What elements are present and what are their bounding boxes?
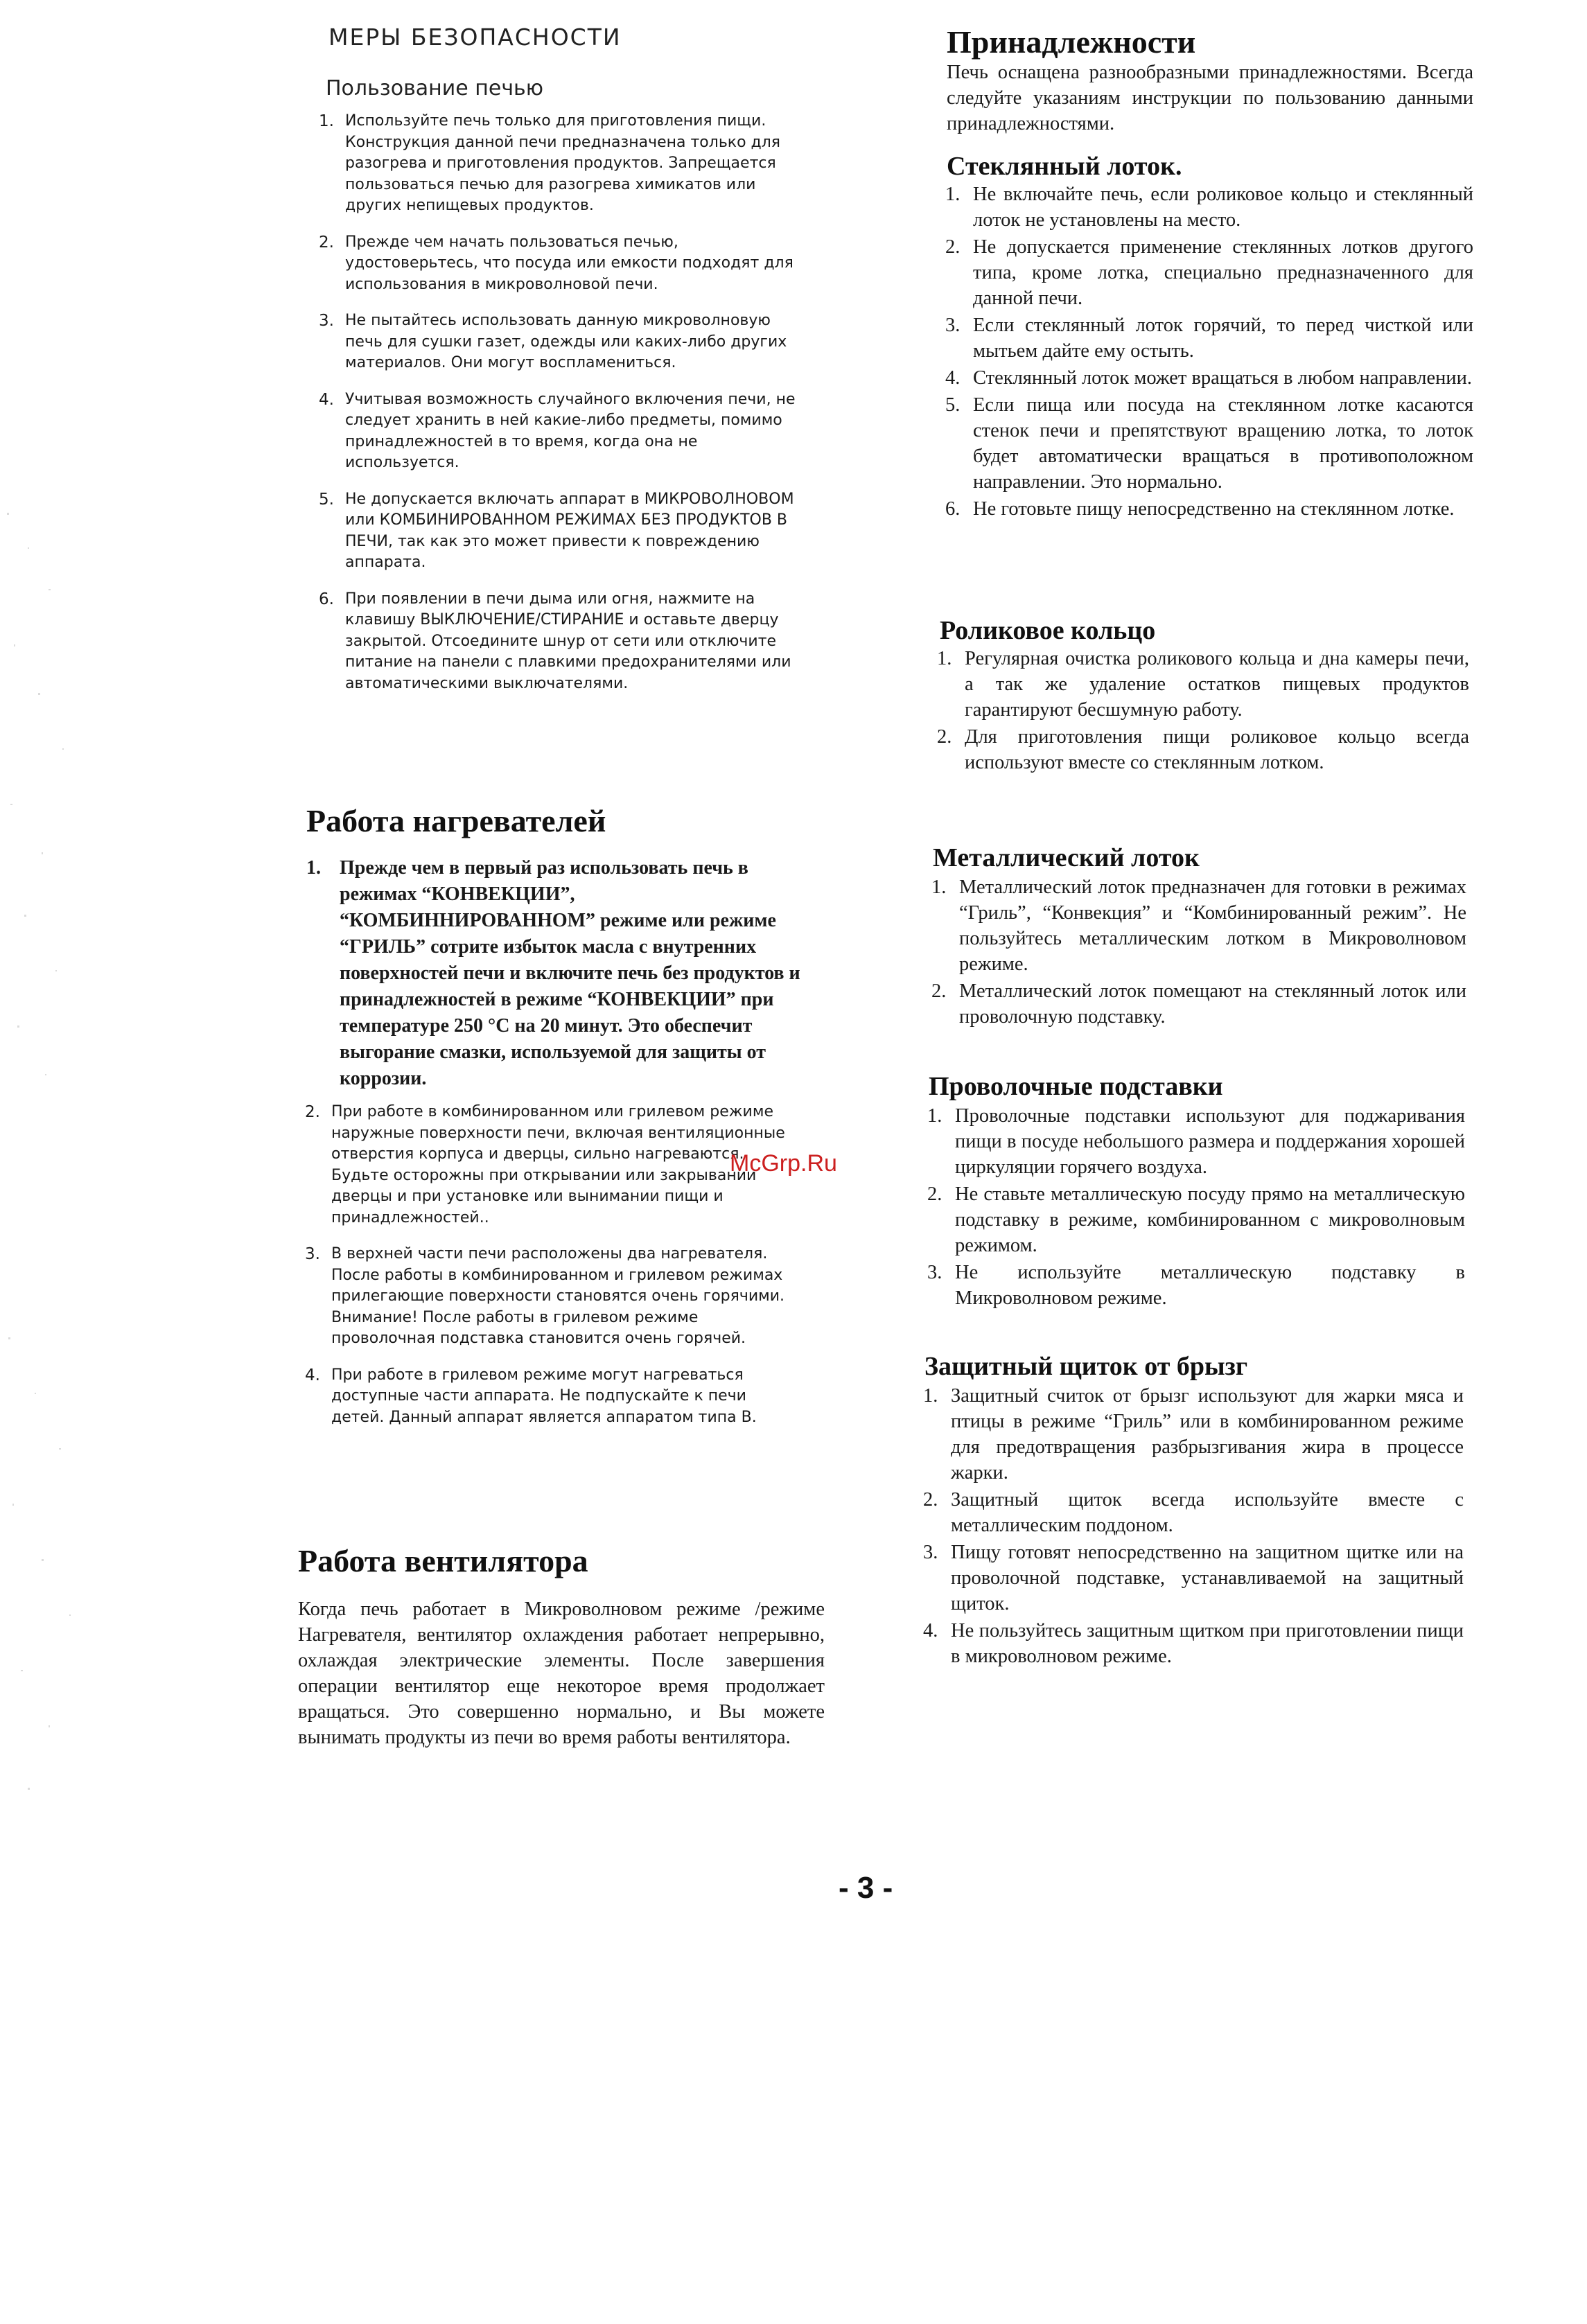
safety-title: МЕРЫ БЕЗОПАСНОСТИ bbox=[328, 24, 622, 51]
list-item: 5. Не допускается включать аппарат в МИКРОВОЛНОВОМ или КОМБИНИРОВАННОМ РЕЖИМАХ БЕЗ ПРОДУКТОВ В ПЕЧИ, так как это может привести к повреждению аппарата. bbox=[319, 490, 794, 571]
heaters-list bbox=[305, 1102, 797, 1428]
list-item: 1. Защитный считок от брызг используют для жарки мяса и птицы в режиме “Гриль” или в комбинированном режиме для предотвращения разбрызгивания жира в процессе жарки. bbox=[923, 1385, 1464, 1484]
list-item: 2. При работе в комбинированном или грилевом режиме наружные поверхности печи, включая вентиляционные отверстия корпуса и дверцы, сильно нагреваются. Будьте осторожны при открывании или закрывании дверцы и при установке или вынимании пищи и принадлежностей.. bbox=[305, 1103, 785, 1226]
scan-noise bbox=[0, 485, 118, 1109]
page-number: - 3 - bbox=[839, 1871, 893, 1905]
fan-text: Когда печь работает в Микроволновом режиме /режиме Нагревателя, вентилятор охлаждения работает непрерывно, охлаждая электрические элементы. После завершения операции вентилятор еще некоторое время продолжает вращаться. Это совершенно нормально, и Вы можете вынимать продукты из печи во время работы вентилятора. bbox=[298, 1599, 825, 1748]
list-item: 4. Не пользуйтесь защитным щитком при приготовлении пищи в микроволновом режиме. bbox=[923, 1620, 1464, 1667]
list-item: 5. Если пища или посуда на стеклянном лотке касаются стенок печи и препятствуют вращению лотка, то лоток будет автоматически вращаться в противоположном направлении. Это нормально. bbox=[945, 394, 1473, 493]
list-item: 1. Используйте печь только для приготовления пищи. Конструкция данной печи предназначена только для разогрева и приготовления продуктов. Запрещается пользоваться печью для разогрева химикатов или других непищевых продуктов. bbox=[319, 112, 781, 214]
list-item: 6. При появлении в печи дыма или огня, нажмите на клавишу ВЫКЛЮЧЕНИЕ/СТИРАНИЕ и оставьте дверцу закрытой. Отсоедините шнур от сети или отключите питание на панели с плавкими предохранителями или автоматическими выключателями. bbox=[319, 590, 791, 692]
list-item: 3. Если стеклянный лоток горячий, то перед чисткой или мытьем дайте ему остыть. bbox=[945, 315, 1473, 362]
splash-guard-list bbox=[923, 1383, 1464, 1669]
roller-ring-title: Роликовое кольцо bbox=[940, 616, 1156, 645]
heaters-title: Работа нагревателей bbox=[306, 803, 606, 838]
list-item: 4. При работе в грилевом режиме могут нагреваться доступные части аппарата. Не подпускайте к печи детей. Данный аппарат является аппаратом типа В. bbox=[305, 1366, 757, 1426]
wire-racks-title: Проволочные подставки bbox=[929, 1072, 1223, 1101]
safety-subtitle: Пользование печью bbox=[326, 76, 543, 100]
list-item: 1. Не включайте печь, если роликовое кольцо и стеклянный лоток не установлены на место. bbox=[945, 184, 1473, 231]
roller-ring-list bbox=[937, 646, 1469, 775]
list-item: 4. Учитывая возможность случайного включения печи, не следует хранить в ней какие-либо предметы, помимо принадлежностей в то время, когда она не используется. bbox=[319, 390, 796, 471]
list-item: 3. Не используйте металлическую подставку в Микроволновом режиме. bbox=[927, 1262, 1465, 1309]
list-item: 1. Прежде чем в первый раз использовать печь в режимах “КОНВЕКЦИИ”, “КОМБИННИРОВАННОМ” режиме или режиме “ГРИЛЬ” сотрите избыток масла с внутренних поверхностей печи и включите печь без продуктов и принадлежностей в режиме “КОНВЕКЦИИ” при температуре 250 °С на 20 минут. Это обеспечит выгорание смазки, используемой для защиты от коррозии. bbox=[306, 857, 800, 1089]
list-item: 3. В верхней части печи расположены два нагревателя. После работы в комбинированном и грилевом режимах прилегающие поверхности становятся очень горячими. Внимание! После работы в грилевом режиме проволочная подставка становится очень горячей. bbox=[305, 1245, 785, 1347]
list-item: 1. Проволочные подставки используют для поджаривания пищи в посуде небольшого размера и поддержания хорошей циркуляции горячего воздуха. bbox=[927, 1105, 1465, 1178]
list-item: 1. Регулярная очистка роликового кольца и дна камеры печи, а так же удаление остатков пищевых продуктов гарантируют бесшумную работу. bbox=[937, 648, 1469, 721]
splash-guard-title: Защитный щиток от брызг bbox=[924, 1352, 1248, 1381]
fan-title: Работа вентилятора bbox=[298, 1543, 588, 1578]
list-item: 2. Прежде чем начать пользоваться печью, удостоверьтесь, что посуда или емкости подходят для использования в микроволновой печи. bbox=[319, 233, 794, 293]
list-item: 3. Не пытайтесь использовать данную микроволновую печь для сушки газет, одежды или каких-либо других материалов. Они могут воспламениться. bbox=[319, 312, 787, 371]
list-item: 2. Для приготовления пищи роликовое кольцо всегда используют вместе со стеклянным лотком. bbox=[937, 726, 1469, 773]
metal-tray-list bbox=[931, 874, 1466, 1030]
glass-tray-list bbox=[945, 182, 1473, 522]
metal-tray-title: Металлический лоток bbox=[933, 843, 1200, 872]
list-item: 2. Не ставьте металлическую посуду прямо на металлическую подставку в режиме, комбинированном с микроволновым режимом. bbox=[927, 1183, 1465, 1256]
glass-tray-title: Стеклянный лоток. bbox=[947, 152, 1182, 181]
safety-list bbox=[319, 111, 804, 694]
list-item: 3. Пищу готовят непосредственно на защитном щитке или на проволочной подставке, устанавливаемой на защитный щиток. bbox=[923, 1542, 1464, 1614]
list-item: 2. Защитный щиток всегда используйте вместе с металлическим поддоном. bbox=[923, 1489, 1464, 1536]
watermark-link[interactable]: McGrp.Ru bbox=[730, 1150, 837, 1177]
accessories-title: Принадлежности bbox=[947, 24, 1196, 60]
list-item: 4. Стеклянный лоток может вращаться в любом направлении. bbox=[945, 367, 1472, 389]
accessories-text: Печь оснащена разнообразными принадлежностями. Всегда следуйте указаниям инструкции по пользованию данными принадлежностями. bbox=[947, 62, 1473, 134]
list-item: 2. Не допускается применение стеклянных лотков другого типа, кроме лотка, специально предназначенного для данной печи. bbox=[945, 236, 1473, 309]
scan-noise bbox=[0, 1317, 118, 1871]
list-item: 1. Металлический лоток предназначен для готовки в режимах “Гриль”, “Конвекция” и “Комбинированный режим”. Не пользуйтесь металлическим лотком в Микроволновом режиме. bbox=[931, 877, 1466, 975]
heaters-list-bold bbox=[306, 855, 819, 1092]
wire-racks-list bbox=[927, 1103, 1465, 1311]
list-item: 2. Металлический лоток помещают на стеклянный лоток или проволочную подставку. bbox=[931, 980, 1466, 1028]
list-item: 6. Не готовьте пищу непосредственно на стеклянном лотке. bbox=[945, 498, 1455, 520]
